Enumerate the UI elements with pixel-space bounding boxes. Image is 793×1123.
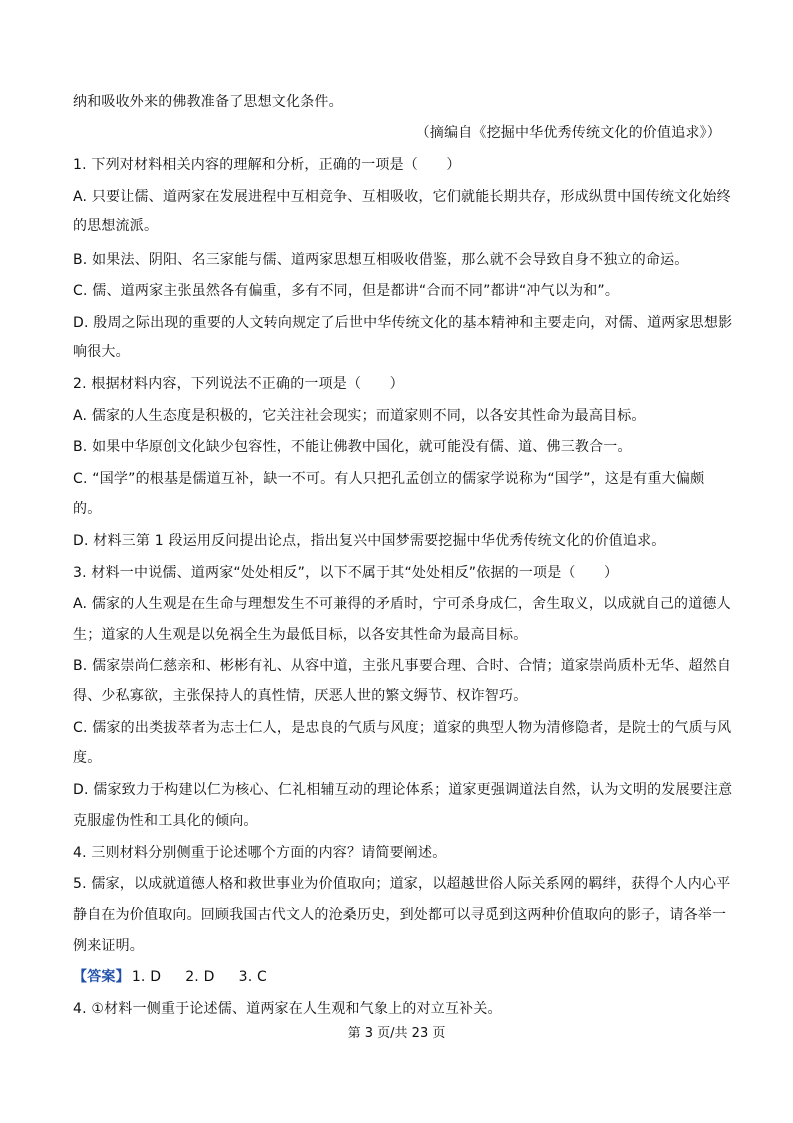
q3-option-a-line-2: 生；道家的人生观是以免祸全生为最低目标，以各安其性命为最高目标。: [73, 627, 528, 643]
question-5-line-3: 例来证明。: [73, 938, 144, 954]
page-footer: 第 3 页/共 23 页: [347, 1026, 446, 1041]
q1-option-b: B. 如果法、阴阳、名三家能与儒、道两家思想互相吸收借鉴，那么就不会导致自身不独立的命运。: [73, 252, 689, 268]
intro-line: 纳和吸收外来的佛教准备了思想文化条件。: [73, 94, 343, 110]
answer-row: [73, 967, 267, 987]
q1-option-c: C. 儒、道两家主张虽然各有偏重，多有不同，但是都讲“合而不同”都讲“冲气以为和”。: [73, 283, 620, 299]
answer-1: 1. D: [131, 969, 162, 985]
question-1-stem: 1. 下列对材料相关内容的理解和分析，正确的一项是（ ）: [73, 157, 461, 173]
q1-option-d-line-1: D. 殷周之际出现的重要的人文转向规定了后世中华传统文化的基本精神和主要走向，对儒、道两家思想影: [73, 315, 733, 331]
q3-option-b-line-2: 得、少私寡欲，主张保持人的真性情，厌恶人世的繁文缛节、权诈智巧。: [73, 688, 528, 704]
q2-option-d: D. 材料三第 1 段运用反问提出论点，指出复兴中国梦需要挖掘中华优秀传统文化的价值追求。: [73, 533, 666, 549]
q3-option-a-line-1: A. 儒家的人生观是在生命与理想发生不可兼得的矛盾时，宁可杀身成仁，舍生取义，以成就自己的道德人: [73, 596, 731, 612]
q3-option-d-line-1: D. 儒家致力于构建以仁为核心、仁礼相辅互动的理论体系；道家更强调道法自然，认为文明的发展要注意: [73, 782, 733, 798]
q3-option-c-line-1: C. 儒家的出类拔萃者为志士仁人，是忠良的气质与风度；道家的典型人物为清修隐者，是院士的气质与风: [73, 720, 732, 736]
q1-option-d-line-2: 响很大。: [73, 344, 130, 360]
question-2-stem: 2. 根据材料内容，下列说法不正确的一项是（ ）: [73, 376, 404, 392]
answer-3: 3. C: [238, 969, 267, 985]
q3-option-d-line-2: 克服虚伪性和工具化的倾向。: [73, 813, 258, 829]
question-5-line-1: 5. 儒家，以成就道德人格和救世事业为价值取向；道家，以超越世俗人际关系网的羁绊，获得个人内心平: [73, 876, 731, 892]
q1-option-a-line-2: 的思想流派。: [73, 218, 159, 234]
q3-option-b-line-1: B. 儒家崇尚仁慈亲和、彬彬有礼、从容中道，主张凡事要合理、合时、合情；道家崇尚质朴无华、超然自: [73, 658, 732, 674]
answer-4-line-1: 4. ①材料一侧重于论述儒、道两家在人生观和气象上的对立互补关。: [73, 1001, 502, 1017]
q2-option-c-line-1: C. “国学”的根基是儒道互补，缺一不可。有人只把孔孟创立的儒家学说称为“国学”，这是有重大偏颇: [73, 471, 705, 487]
q3-option-c-line-2: 度。: [73, 750, 102, 766]
q2-option-c-line-2: 的。: [73, 501, 102, 517]
source-citation: （摘编自《挖掘中华优秀传统文化的价值追求》）: [415, 125, 721, 141]
question-5-line-2: 静自在为价值取向。回顾我国古代文人的沧桑历史，到处都可以寻觅到这两种价值取向的影子，请各举一: [73, 907, 727, 923]
answer-tag: 【答案】: [73, 969, 130, 985]
q1-option-a-line-1: A. 只要让儒、道两家在发展进程中互相竞争、互相吸收，它们就能长期共存，形成纵贯中国传统文化始终: [73, 189, 731, 205]
q2-option-b: B. 如果中华原创文化缺少包容性，不能让佛教中国化，就可能没有儒、道、佛三教合一。: [73, 439, 632, 455]
question-4-stem: 4. 三则材料分别侧重于论述哪个方面的内容？请简要阐述。: [73, 845, 447, 861]
question-3-stem: 3. 材料一中说儒、道两家“处处相反”，以下不属于其“处处相反”依据的一项是（ ）: [73, 565, 619, 581]
q2-option-a: A. 儒家的人生态度是积极的，它关注社会现实；而道家则不同，以各安其性命为最高目标。: [73, 408, 646, 424]
answer-2: 2. D: [185, 969, 215, 985]
